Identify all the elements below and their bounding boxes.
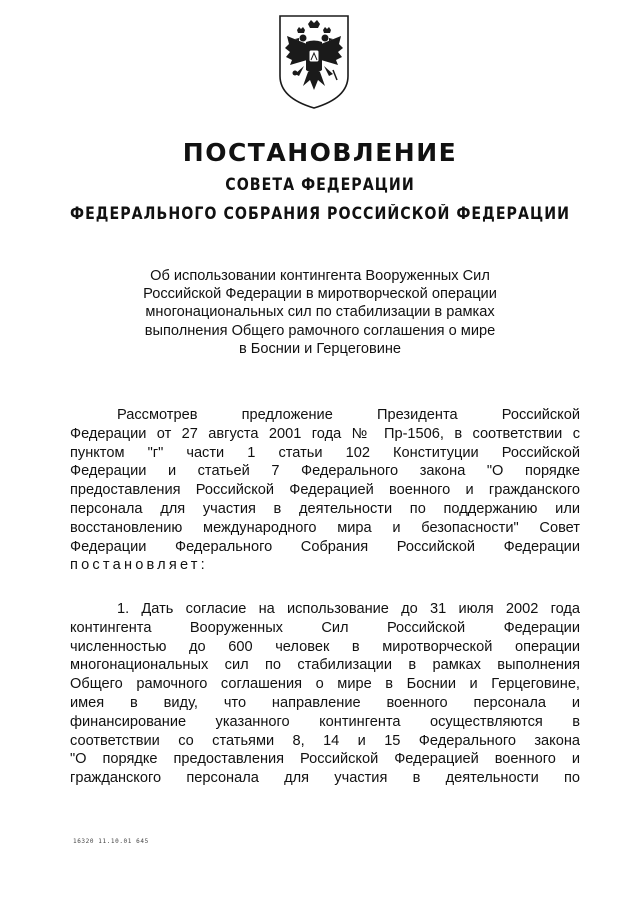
paragraph-line: соответствии со статьями 8, 14 и 15 Федерального закона bbox=[70, 732, 580, 749]
paragraph-line: численностью до 600 человек в миротворческой операции bbox=[70, 638, 580, 655]
paragraph-line: многонациональных сил по стабилизации в рамках выполнения bbox=[70, 657, 580, 674]
paragraph-line: предоставления Российской Федерацией военного и гражданского bbox=[70, 482, 580, 499]
heading-line: многонациональных сил по стабилизации в рамках bbox=[145, 304, 495, 321]
paragraph-line: Рассмотрев предложение Президента Российской bbox=[117, 407, 580, 423]
document-title: ПОСТАНОВЛЕНИЕ bbox=[182, 138, 458, 167]
paragraph-line: Федерации от 27 августа 2001 года № Пр-1506, в соответствии с bbox=[70, 425, 580, 442]
paragraph-line: имея в виду, что направление военного персонала и bbox=[70, 694, 580, 711]
document-subtitle-line2: ФЕДЕРАЛЬНОГО СОБРАНИЯ РОССИЙСКОЙ ФЕДЕРАЦИИ bbox=[69, 204, 571, 223]
heading-line: в Боснии и Герцеговине bbox=[238, 340, 402, 357]
paragraph-line: контингента Вооруженных Сил Российской Федерации bbox=[70, 619, 580, 636]
paragraph-line: пунктом "г" части 1 статьи 102 Конституции Российской bbox=[70, 444, 580, 461]
heading-line: выполнения Общего рамочного соглашения о мире bbox=[144, 322, 496, 339]
paragraph-line: восстановлению международного мира и безопасности" Совет bbox=[70, 519, 580, 536]
paragraph-line: 1. Дать согласие на использование до 31 июля 2002 года bbox=[117, 601, 580, 617]
paragraph-line: Федерации и статьей 7 Федерального закона "О порядке bbox=[70, 463, 580, 480]
heading-line: Об использовании контингента Вооруженных Сил bbox=[150, 268, 490, 284]
footer-print-code: 16320 11.10.01 645 bbox=[73, 838, 149, 845]
paragraph-line: гражданского персонала для участия в деятельности по bbox=[70, 770, 580, 787]
paragraph-line: персонала для участия в деятельности по поддержанию или bbox=[70, 500, 580, 517]
paragraph-line: "О порядке предоставления Российской Федерацией военного и bbox=[70, 751, 580, 768]
double-headed-eagle-icon bbox=[277, 14, 351, 110]
item-1-paragraph bbox=[70, 600, 580, 788]
resolution-heading bbox=[70, 267, 570, 358]
preamble-paragraph bbox=[70, 406, 580, 575]
resolves-word: постановляет: bbox=[70, 557, 208, 574]
heading-line: Российской Федерации в миротворческой операции bbox=[143, 286, 497, 303]
paragraph-line: Федерации Федерального Собрания Российской Федерации bbox=[70, 538, 580, 555]
document-subtitle-line1: СОВЕТА ФЕДЕРАЦИИ bbox=[225, 175, 415, 194]
paragraph-line: финансирование указанного контингента осуществляются в bbox=[70, 713, 580, 730]
paragraph-line: Общего рамочного соглашения о мире в Боснии и Герцеговине, bbox=[70, 676, 580, 693]
